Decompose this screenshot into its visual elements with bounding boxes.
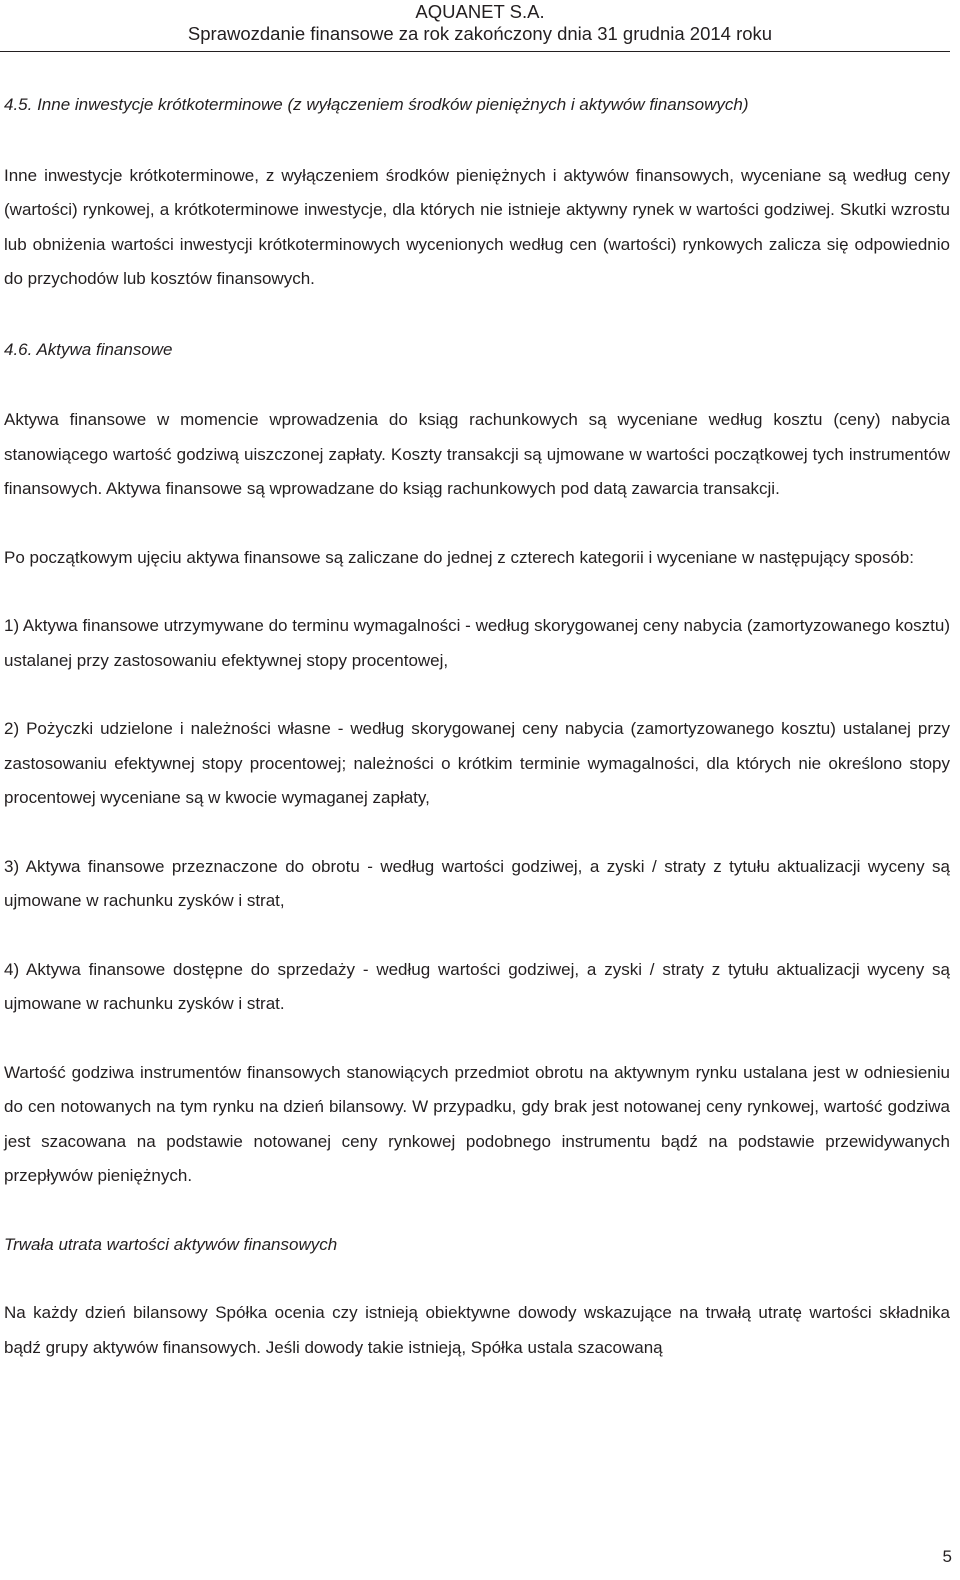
company-name: AQUANET S.A.	[415, 1, 545, 22]
category-item-3: 3) Aktywa finansowe przeznaczone do obrotu - według wartości godziwej, a zyski / straty z tytułu aktualizacji wyceny są ujmowane w rachunku zysków i strat,	[4, 856, 950, 910]
report-subtitle: Sprawozdanie finansowe za rok zakończony dnia 31 grudnia 2014 roku	[187, 23, 773, 44]
header-divider	[0, 51, 950, 52]
category-item-4: 4) Aktywa finansowe dostępne do sprzedaży - według wartości godziwej, a zyski / straty z tytułu aktualizacji wyceny są ujmowane w rachunku zysków i strat.	[4, 959, 950, 1013]
category-item-1: 1) Aktywa finansowe utrzymywane do terminu wymagalności - według skorygowanej ceny nabycia (zamortyzowanego kosztu) ustalanej przy zastosowaniu efektywnej stopy procentowej,	[4, 616, 950, 670]
section-4-5-paragraph: Inne inwestycje krótkoterminowe, z wyłączeniem środków pieniężnych i aktywów finansowych, wyceniane są według ceny (wartości) rynkowej, a krótkoterminowe inwestycje, dla których nie istnieje aktywny rynek w wartości godziwej. Skutki wzrostu lub obniżenia wartości inwestycji krótkoterminowych wycenionych według cen (wartości) rynkowych zalicza się odpowiednio do przychodów lub kosztów finansowych.	[4, 165, 950, 288]
impairment-heading: Trwała utrata wartości aktywów finansowych	[4, 1234, 338, 1254]
section-4-5-heading: 4.5. Inne inwestycje krótkoterminowe (z wyłączeniem środków pieniężnych i aktywów finansowych)	[4, 95, 749, 114]
document-body	[4, 88, 950, 1365]
section-4-6-paragraph-2: Po początkowym ujęciu aktywa finansowe są zaliczane do jednej z czterech kategorii i wyceniane w następujący sposób:	[4, 547, 914, 567]
section-4-6-heading: 4.6. Aktywa finansowe	[4, 339, 173, 359]
page-header	[0, 0, 960, 54]
category-item-2: 2) Pożyczki udzielone i należności własne - według skorygowanej ceny nabycia (zamortyzowanego kosztu) ustalanej przy zastosowaniu efektywnej stopy procentowej; należności o krótkim terminie wymagalności, dla których nie określono stopy procentowej wyceniane są w kwocie wymaganej zapłaty,	[4, 719, 950, 807]
fair-value-paragraph: Wartość godziwa instrumentów finansowych stanowiących przedmiot obrotu na aktywnym rynku ustalana jest w odniesieniu do cen notowanych na tym rynku na dzień bilansowy. W przypadku, gdy brak jest notowanej ceny rynkowej, wartość godziwa jest szacowana na podstawie notowanej ceny rynkowej podobnego instrumentu bądź na podstawie przewidywanych przepływów pieniężnych.	[4, 1062, 950, 1185]
impairment-paragraph: Na każdy dzień bilansowy Spółka ocenia czy istnieją obiektywne dowody wskazujące na trwałą utratę wartości składnika bądź grupy aktywów finansowych. Jeśli dowody takie istnieją, Spółka ustala szacowaną	[4, 1303, 950, 1357]
page-number: 5	[942, 1547, 952, 1566]
section-4-6-paragraph-1: Aktywa finansowe w momencie wprowadzenia do ksiąg rachunkowych są wyceniane według kosztu (ceny) nabycia stanowiącego wartość godziwą uiszczonej zapłaty. Koszty transakcji są ujmowane w wartości początkowej tych instrumentów finansowych. Aktywa finansowe są wprowadzane do ksiąg rachunkowych pod datą zawarcia transakcji.	[4, 410, 950, 498]
